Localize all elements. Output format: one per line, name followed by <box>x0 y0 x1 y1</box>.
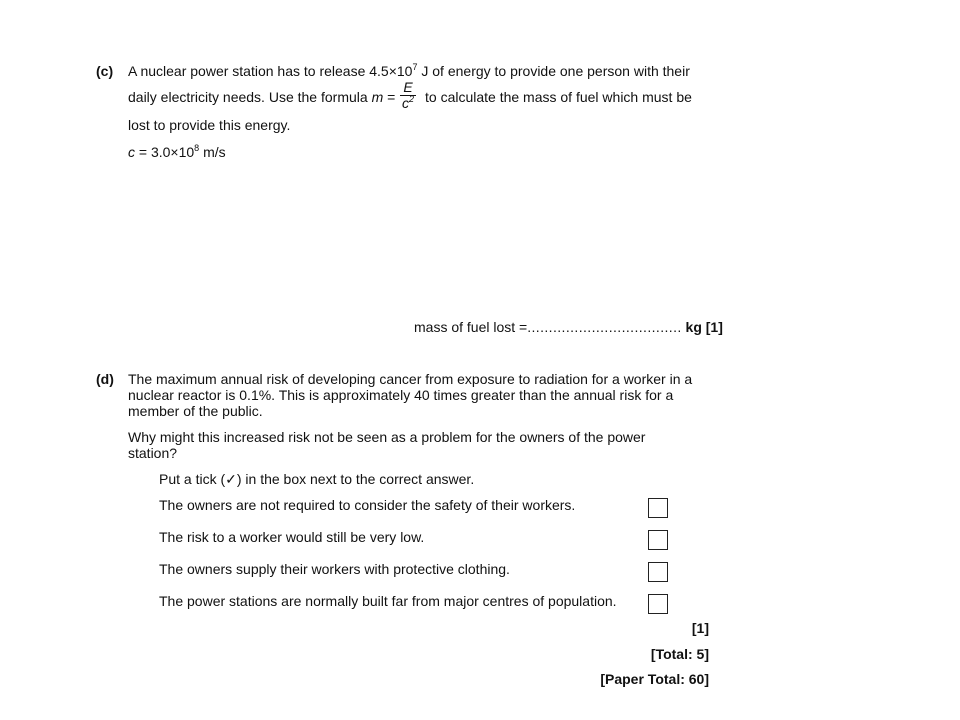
speed-of-light-value: $c = 3.0\times 10^8$ m/s <box>128 143 226 160</box>
tick-box-option-3[interactable] <box>648 562 668 582</box>
question-c-line-1: A nuclear power station has to release $4.5\times 10^7$ J of energy to provide one person with their <box>128 62 690 79</box>
option-text: The risk to a worker would still be very low. <box>159 529 425 545</box>
tick-instruction: Put a tick (✓) in the box next to the correct answer. <box>159 471 475 487</box>
question-d-para2-line1: Why might this increased risk not be seen as a problem for the owners of the power <box>128 429 646 445</box>
answer-line-mass[interactable]: mass of fuel lost =.................................... kg [1] <box>414 319 723 335</box>
tick-box-option-2[interactable] <box>648 530 668 550</box>
question-c-line-2a: daily electricity needs. Use the formula m = <box>128 89 396 105</box>
question-c-line-3: lost to provide this energy. <box>128 117 291 133</box>
question-d-para1-line3: member of the public. <box>128 403 263 419</box>
option-text: The power stations are normally built far from major centres of population. <box>159 593 617 609</box>
formula-numerator: E <box>403 79 413 95</box>
question-d-para1-line1: The maximum annual risk of developing cancer from exposure to radiation for a worker in a <box>128 371 693 387</box>
question-label-d: (d) <box>96 371 114 387</box>
paper-total-marks: [Paper Total: 60] <box>600 671 709 687</box>
formula-denominator: $c^2$ <box>401 94 414 111</box>
option-text: The owners supply their workers with protective clothing. <box>159 561 510 577</box>
question-c-line-2b: to calculate the mass of fuel which must be <box>425 89 692 105</box>
tick-box-option-1[interactable] <box>648 498 668 518</box>
question-label-c: (c) <box>96 63 114 79</box>
question-d-para2-line2: station? <box>128 445 178 461</box>
question-d-para1-line2: nuclear reactor is 0.1%. This is approximately 40 times greater than the annual risk for a <box>128 387 674 403</box>
option-text: The owners are not required to consider the safety of their workers. <box>159 497 576 513</box>
formula-fraction <box>400 80 416 110</box>
tick-box-option-4[interactable] <box>648 594 668 614</box>
total-marks: [Total: 5] <box>650 646 709 662</box>
marks-label: [1] <box>691 620 709 636</box>
